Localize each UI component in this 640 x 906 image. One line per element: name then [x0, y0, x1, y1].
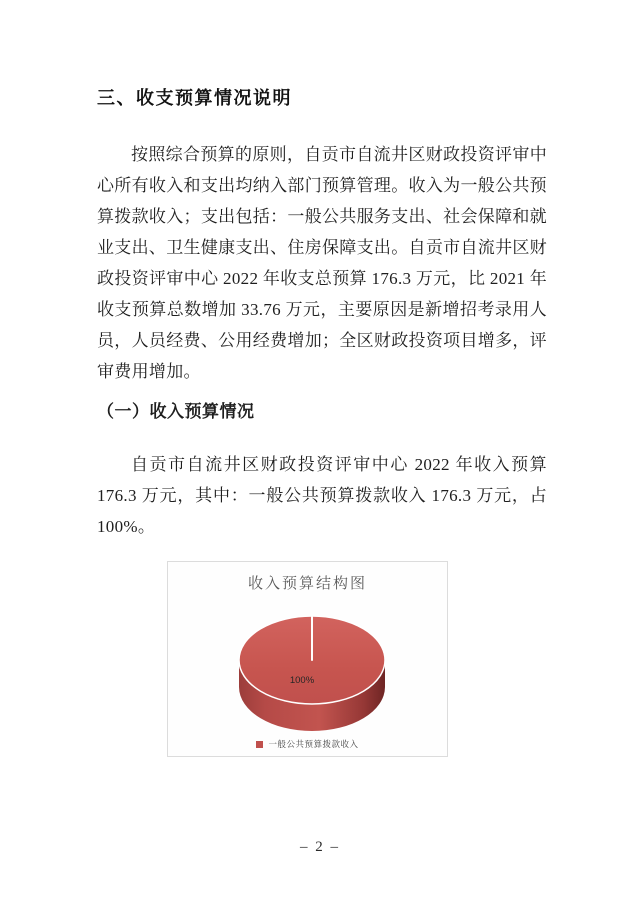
pie-chart [168, 562, 449, 758]
pie-percent-label: 100% [289, 675, 315, 686]
subsection-heading-income: （一）收入预算情况 [97, 402, 255, 421]
chart-legend [168, 738, 447, 750]
income-structure-chart [167, 561, 448, 757]
legend-swatch [256, 741, 263, 748]
paragraph-budget-overview: 按照综合预算的原则，自贡市自流井区财政投资评审中心所有收入和支出均纳入部门预算管理。收入为一般公共预算拨款收入；支出包括：一般公共服务支出、社会保障和就业支出、卫生健康支出、住房保障支出。自贡市自流井区财政投资评审中心 2022 年收支总预算 176.3 万元，比 2021 年收支预算总数增加 33.76 万元，主要原因是新增招考录用人员，人员经费、公用经费增加；全区财政投资项目增多，评审费用增加。 [97, 145, 547, 381]
legend-label: 一般公共预算拨款收入 [268, 739, 359, 749]
chart-title: 收入预算结构图 [247, 575, 367, 592]
paragraph-income-budget: 自贡市自流井区财政投资评审中心 2022 年收入预算 176.3 万元，其中：一般公共预算拨款收入 176.3 万元，占 100%。 [97, 455, 547, 536]
section-heading: 三、收支预算情况说明 [97, 88, 292, 108]
page-number: – 2 – [300, 839, 340, 855]
